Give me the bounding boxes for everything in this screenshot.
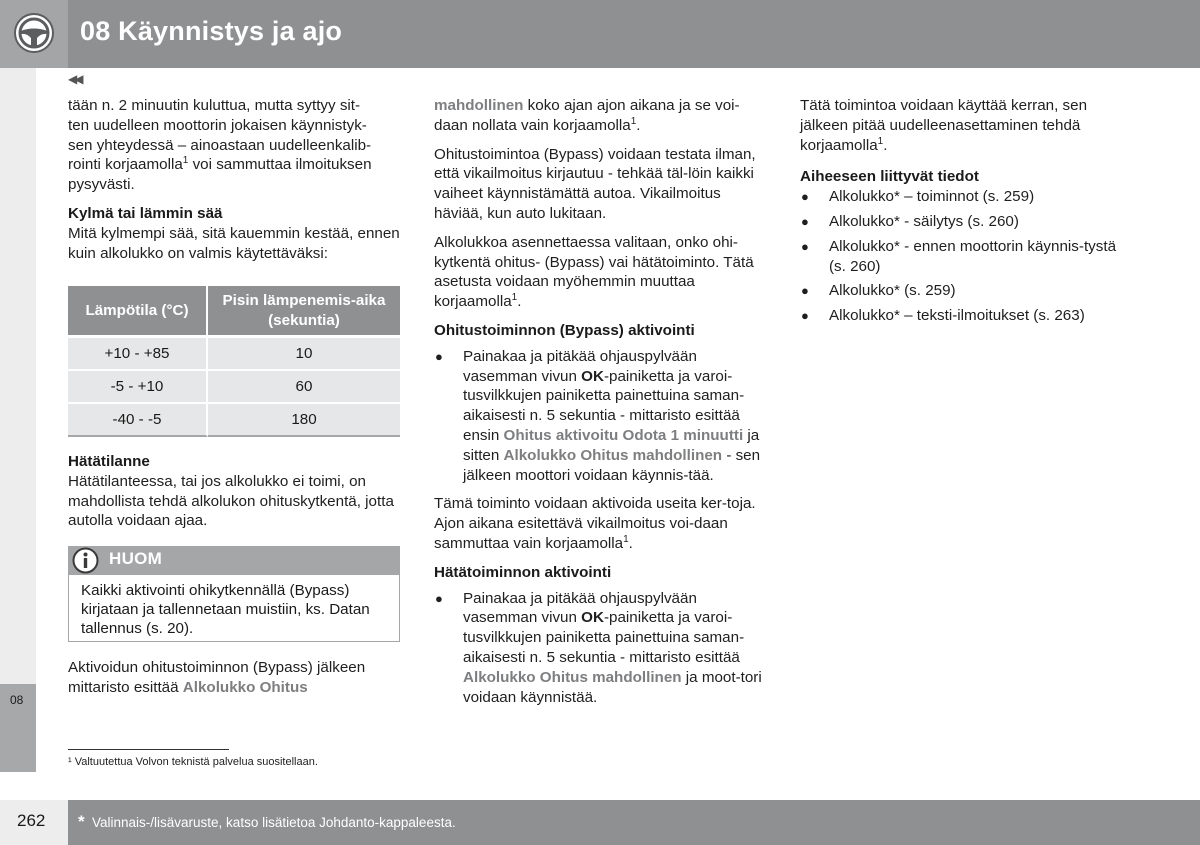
link-text: Alkolukko* - säilytys (s. 260) [829, 212, 1019, 230]
footnote-ref: 1 [182, 155, 189, 167]
table-header-warmup: Pisin lämpenemis-aika (sekuntia) [208, 286, 400, 338]
info-icon [72, 547, 99, 574]
text-span: Painakaa ja pitäkää ohjauspylvään vasemman vivun [463, 589, 697, 627]
section-heading-related: Aiheeseen liittyvät tiedot [800, 168, 979, 186]
list-item [434, 347, 766, 486]
paragraph [434, 494, 766, 553]
table-row [68, 338, 400, 371]
warmup-table [68, 286, 400, 437]
text-span: ten uudelleen moottorin jokaisen käynnistyk- [68, 116, 367, 134]
table-cell: 60 [208, 371, 400, 404]
footnote-ref: 1 [877, 135, 884, 147]
paragraph [800, 96, 1120, 155]
intro-paragraph [68, 96, 400, 195]
text-span: sen yhteydessä – ainoastaan uudelleenkalib- [68, 136, 372, 154]
link-text: Alkolukko* – teksti-ilmoitukset (s. 263) [829, 307, 1085, 325]
display-message: Alkolukko Ohitus mahdollinen [503, 446, 723, 464]
text-span: -painiketta ja varoi-tusvilkkujen painiketta painettuina saman-aikaisesti n. 5 sekuntia - mittaristo esittää ensin [463, 367, 745, 444]
paragraph: Ohitustoimintoa (Bypass) voidaan testata ilman, että vikailmoitus kirjautuu - tehkää täl-löin kaikki vaiheet käynnistämättä autoa. Vikailmoitus häviää, kun auto lukitaan. [434, 145, 756, 222]
display-message: Ohitus aktivoitu Odota 1 minuutti [503, 426, 744, 444]
chapter-tab-label: 08 [10, 693, 24, 707]
related-link[interactable] [800, 187, 1120, 207]
related-link[interactable] [800, 237, 1120, 277]
table-header-row [68, 286, 400, 338]
column-1 [68, 96, 400, 272]
table-header-temperature: Lämpötila (°C) [68, 286, 208, 338]
bullet-dot: ● [435, 348, 443, 364]
chapter-icon-box [0, 0, 68, 68]
text-span: . [883, 136, 888, 154]
table-cell: -40 - -5 [68, 404, 208, 437]
footnote-ref: 1 [630, 115, 637, 127]
display-message: Alkolukko Ohitus [182, 678, 308, 696]
footnote: ¹ Valtuutettua Volvon teknistä palvelua suositellaan. [68, 756, 318, 768]
text-span: Aktivoidun ohitustoiminnon (Bypass) jälkeen mittaristo esittää [68, 659, 366, 696]
table-cell: +10 - +85 [68, 338, 208, 371]
ok-button-label: OK [581, 609, 604, 627]
paragraph [434, 233, 766, 312]
bullet-dot: ● [801, 213, 809, 229]
section-heading-emergency: Hätätilanne [68, 453, 150, 470]
chapter-title: 08 Käynnistys ja ajo [80, 16, 343, 46]
footer-note: Valinnais-/lisävaruste, katso lisätietoa Johdanto-kappaleesta. [92, 815, 456, 830]
text-span: voi sammuttaa ilmoituksen [188, 156, 372, 174]
related-link[interactable] [800, 306, 1120, 326]
bypass-paragraph [68, 658, 400, 698]
text-span: ja sitten [463, 426, 760, 464]
bypass-section [68, 658, 400, 698]
note-text: Kaikki aktivointi ohikytkennällä (Bypass) kirjataan ja tallennetaan muistiin, ks. Datan tallennus (s. 20). [81, 582, 370, 637]
text-span: - sen jälkeen moottori voidaan käynnis-tää. [463, 446, 761, 484]
text-span: koko ajan ajon aikana ja se voi-daan nollata vain korjaamolla [434, 97, 740, 134]
text-span: . [628, 534, 633, 552]
bullet-dot: ● [801, 283, 809, 299]
related-links-list [800, 187, 1120, 326]
text-span: . [636, 116, 641, 134]
paragraph [434, 96, 766, 136]
emergency-paragraph: Hätätilanteessa, tai jos alkolukko ei toimi, on mahdollista tehdä alkolukon ohituskytkentä, jotta autolla voidaan ajaa. [68, 472, 394, 530]
link-text: Alkolukko* - ennen moottorin käynnis-tystä (s. 260) [829, 237, 1117, 275]
table-row [68, 371, 400, 404]
display-message: Alkolukko Ohitus mahdollinen [463, 668, 682, 686]
related-link[interactable] [800, 281, 1120, 301]
column-2 [434, 96, 766, 716]
related-link[interactable] [800, 212, 1120, 232]
bullet-list [434, 347, 766, 486]
text-span: . [517, 293, 522, 311]
section-heading-emergency-activation: Hätätoiminnon aktivointi [434, 563, 612, 581]
list-item [434, 589, 766, 708]
text-span: Alkolukkoa asennettaessa valitaan, onko ohi-kytkentä ohitus- (Bypass) vai hätätoiminto. Tätä asetusta voidaan myöhemmin muuttaa korjaamolla [434, 233, 754, 311]
table-cell: 10 [208, 338, 400, 371]
section-heading-cold: Kylmä tai lämmin sää [68, 204, 223, 222]
cold-paragraph: Mitä kylmempi sää, sitä kauemmin kestää, ennen kuin alkolukko on valmis käytettäväksi: [68, 224, 400, 262]
text-span: Painakaa ja pitäkää ohjauspylvään vasemman vivun [463, 347, 697, 385]
text-span: Tämä toiminto voidaan aktivoida useita ker-toja. Ajon aikana esitettävä vikailmoitus voi-daan sammuttaa vain korjaamolla [434, 495, 756, 552]
accessory-star-icon: * [78, 812, 85, 831]
page-number: 262 [17, 811, 46, 830]
bullet-dot: ● [801, 238, 809, 254]
column-3 [800, 96, 1120, 335]
continued-marker: ◀◀ [68, 72, 81, 86]
bullet-dot: ● [801, 189, 809, 205]
text-span: ja moot-tori voidaan käynnistää. [463, 668, 762, 706]
section-heading-bypass-activation: Ohitustoiminnon (Bypass) aktivointi [434, 321, 695, 339]
emergency-section [68, 452, 400, 540]
text-span: rointi korjaamolla [68, 156, 183, 174]
footnote-ref: 1 [623, 533, 629, 545]
bullet-dot: ● [801, 308, 809, 324]
bullet-list [434, 589, 766, 708]
footnote-ref: 1 [511, 292, 518, 304]
note-box [68, 546, 400, 642]
table-cell: -5 - +10 [68, 371, 208, 404]
footnote-divider [68, 749, 229, 750]
text-span: Tätä toimintoa voidaan käyttää kerran, sen jälkeen pitää uudelleenasettaminen tehdä korjaamolla [800, 97, 1088, 154]
note-header [69, 546, 399, 575]
ok-button-label: OK [581, 367, 604, 385]
note-title: HUOM [109, 549, 163, 568]
text-span: -painiketta ja varoi-tusvilkkujen painiketta painettuina saman-aikaisesti n. 5 sekuntia - mittaristo esittää [463, 609, 745, 666]
text-span: tään n. 2 minuutin kuluttua, mutta syttyy sit- [68, 97, 361, 114]
link-text: Alkolukko* – toiminnot (s. 259) [829, 188, 1035, 206]
bullet-dot: ● [435, 590, 443, 606]
link-text: Alkolukko* (s. 259) [829, 282, 956, 300]
table-cell: 180 [208, 404, 400, 437]
side-band [0, 68, 36, 772]
steering-wheel-icon [13, 12, 55, 54]
table-row [68, 404, 400, 437]
display-message: mahdollinen [434, 97, 524, 114]
text-span: pysyvästi. [68, 176, 135, 194]
